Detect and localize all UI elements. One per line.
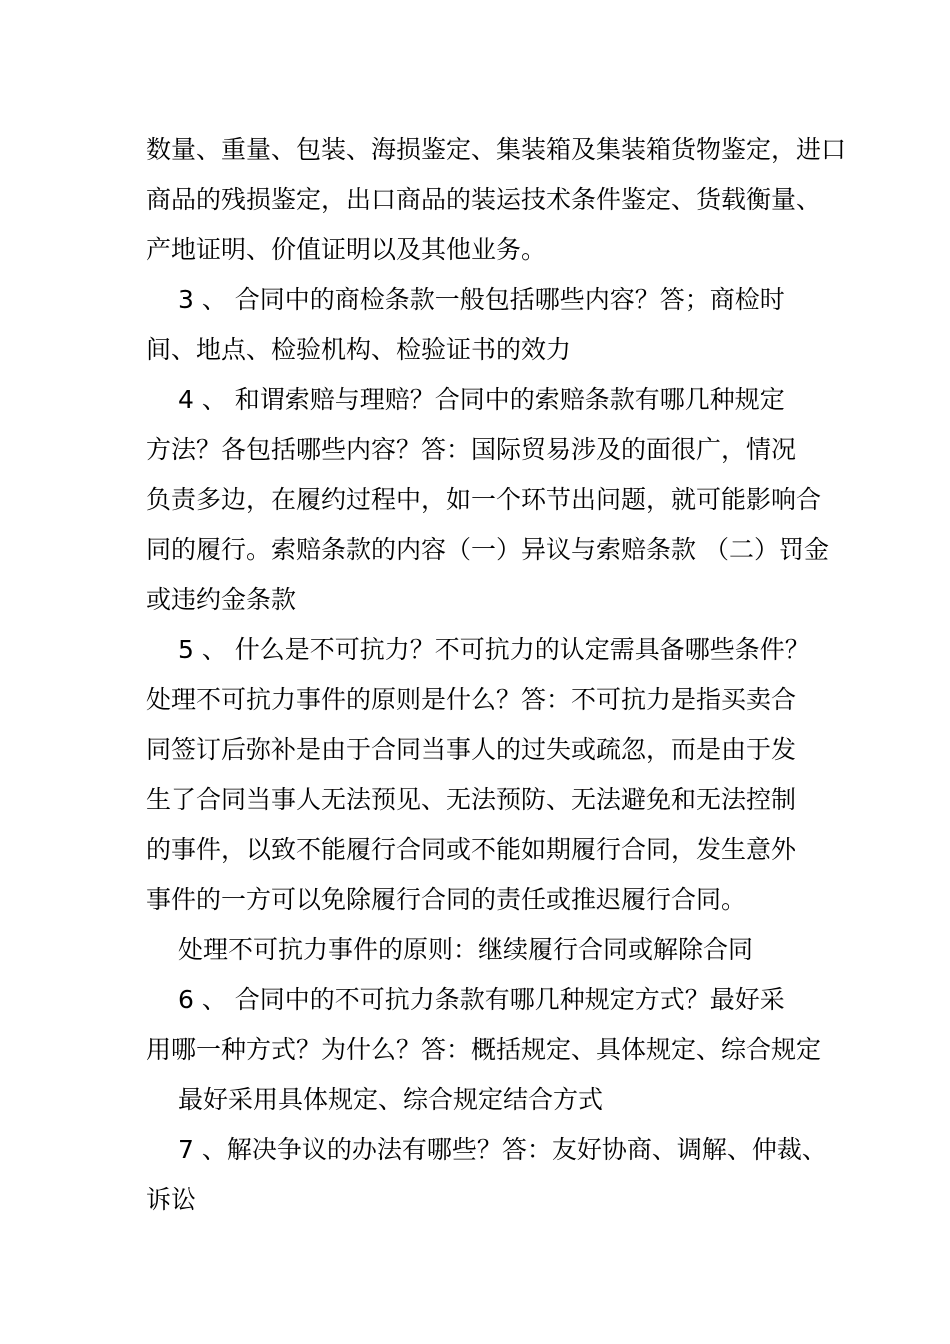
- text-line: 最好采用具体规定、综合规定结合方式: [178, 1085, 604, 1114]
- text-line: 4 、 和谓索赔与理赔？合同中的索赔条款有哪几种规定: [178, 385, 785, 414]
- text-line: 7 、解决争议的办法有哪些？答：友好协商、调解、仲裁、: [178, 1135, 827, 1164]
- text-line: 商品的残损鉴定，出口商品的装运技术条件鉴定、货载衡量、: [146, 185, 822, 214]
- text-line: 事件的一方可以免除履行合同的责任或推迟履行合同。: [146, 885, 747, 914]
- text-line: 的事件，以致不能履行合同或不能如期履行合同，发生意外: [146, 835, 797, 864]
- text-line: 或违约金条款: [146, 585, 297, 614]
- text-line: 同签订后弥补是由于合同当事人的过失或疏忽，而是由于发: [146, 735, 797, 764]
- text-line: 数量、重量、包装、海损鉴定、集装箱及集装箱货物鉴定，进口: [146, 135, 847, 164]
- text-line: 诉讼: [146, 1185, 197, 1214]
- text-line: 间、地点、检验机构、检验证书的效力: [146, 335, 572, 364]
- text-line: 同的履行。索赔条款的内容（一）异议与索赔条款 （二）罚金: [146, 535, 829, 564]
- text-line: 5 、 什么是不可抗力？不可抗力的认定需具备哪些条件？: [178, 635, 810, 664]
- text-line: 产地证明、价值证明以及其他业务。: [146, 235, 547, 264]
- text-line: 处理不可抗力事件的原则：继续履行合同或解除合同: [178, 935, 754, 964]
- text-line: 6 、 合同中的不可抗力条款有哪几种规定方式？最好采: [178, 985, 785, 1014]
- text-line: 负责多边，在履约过程中，如一个环节出问题，就可能影响合: [146, 485, 822, 514]
- text-line: 处理不可抗力事件的原则是什么？答：不可抗力是指买卖合: [146, 685, 797, 714]
- text-line: 生了合同当事人无法预见、无法预防、无法避免和无法控制: [146, 785, 797, 814]
- text-line: 用哪一种方式？为什么？答：概括规定、具体规定、综合规定: [146, 1035, 822, 1064]
- text-line: 3 、 合同中的商检条款一般包括哪些内容？答；商检时: [178, 285, 785, 314]
- text-line: 方法？各包括哪些内容？答：国际贸易涉及的面很广，情况: [146, 435, 797, 464]
